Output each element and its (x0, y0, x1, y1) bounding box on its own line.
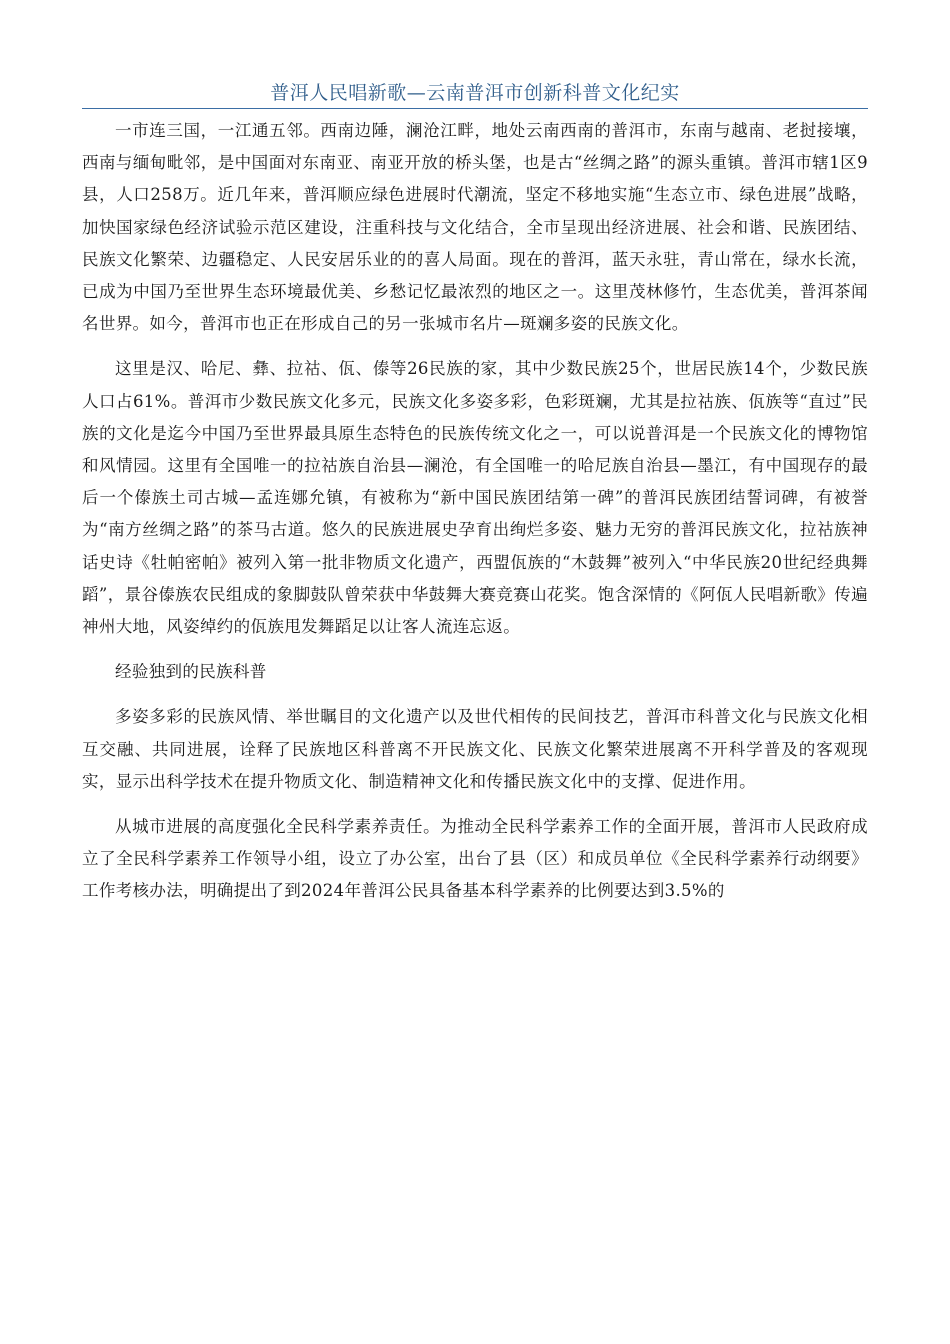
paragraph-science-literacy: 从城市进展的高度强化全民科学素养责任。为推动全民科学素养工作的全面开展，普洱市人民政府成立了全民科学素养工作领导小组，设立了办公室，出台了县（区）和成员单位《全民科学素养行动纲要》工作考核办法，明确提出了到2024年普洱公民具备基本科学素养的比例要达到3.5%的 (82, 817, 868, 901)
paragraph-science-culture: 多姿多彩的民族风情、举世瞩目的文化遗产以及世代相传的民间技艺，普洱市科普文化与民族文化相互交融、共同进展，诠释了民族地区科普离不开民族文化、民族文化繁荣进展离不开科学普及的客观现实，显示出科学技术在提升物质文化、制造精神文化和传播民族文化中的支撑、促进作用。 (82, 707, 868, 791)
document-title: 普洱人民唱新歌—云南普洱市创新科普文化纪实 (82, 78, 868, 109)
paragraph-intro: 一市连三国，一江通五邻。西南边陲，澜沧江畔，地处云南西南的普洱市，东南与越南、老挝接壤，西南与缅甸毗邻，是中国面对东南亚、南亚开放的桥头堡，也是古“丝绸之路”的源头重镇。普洱市辖1区9县，人口258万。近几年来，普洱顺应绿色进展时代潮流，坚定不移地实施“生态立市、绿色进展”战略，加快国家绿色经济试验示范区建设，注重科技与文化结合，全市呈现出经济进展、社会和谐、民族团结、民族文化繁荣、边疆稳定、人民安居乐业的的喜人局面。现在的普洱，蓝天永驻，青山常在，绿水长流，已成为中国乃至世界生态环境最优美、乡愁记忆最浓烈的地区之一。这里茂林修竹，生态优美，普洱茶闻名世界。如今，普洱市也正在形成自己的另一张城市名片—斑斓多姿的民族文化。 (82, 121, 868, 334)
document-body (82, 115, 868, 908)
paragraph-ethnic-groups: 这里是汉、哈尼、彝、拉祜、佤、傣等26民族的家，其中少数民族25个，世居民族14个，少数民族人口占61%。普洱市少数民族文化多元，民族文化多姿多彩，色彩斑斓，尤其是拉祜族、佤族等“直过”民族的文化是迄今中国乃至世界最具原生态特色的民族传统文化之一，可以说普洱是一个民族文化的博物馆和风情园。这里有全国唯一的拉祜族自治县—澜沧，有全国唯一的哈尼族自治县—墨江，有中国现存的最后一个傣族土司古城—孟连娜允镇，有被称为“新中国民族团结第一碑”的普洱民族团结誓词碑，有被誉为“南方丝绸之路”的茶马古道。悠久的民族进展史孕育出绚烂多姿、魅力无穷的普洱民族文化，拉祜族神话史诗《牡帕密帕》被列入第一批非物质文化遗产，西盟佤族的“木鼓舞”被列入“中华民族20世纪经典舞蹈”，景谷傣族农民组成的象脚鼓队曾荣获中华鼓舞大赛竞赛山花奖。饱含深情的《阿佤人民唱新歌》传遍神州大地，风姿绰约的佤族甩发舞蹈足以让客人流连忘返。 (82, 359, 868, 637)
document-page (82, 78, 868, 908)
section-heading: 经验独到的民族科普 (115, 662, 267, 682)
